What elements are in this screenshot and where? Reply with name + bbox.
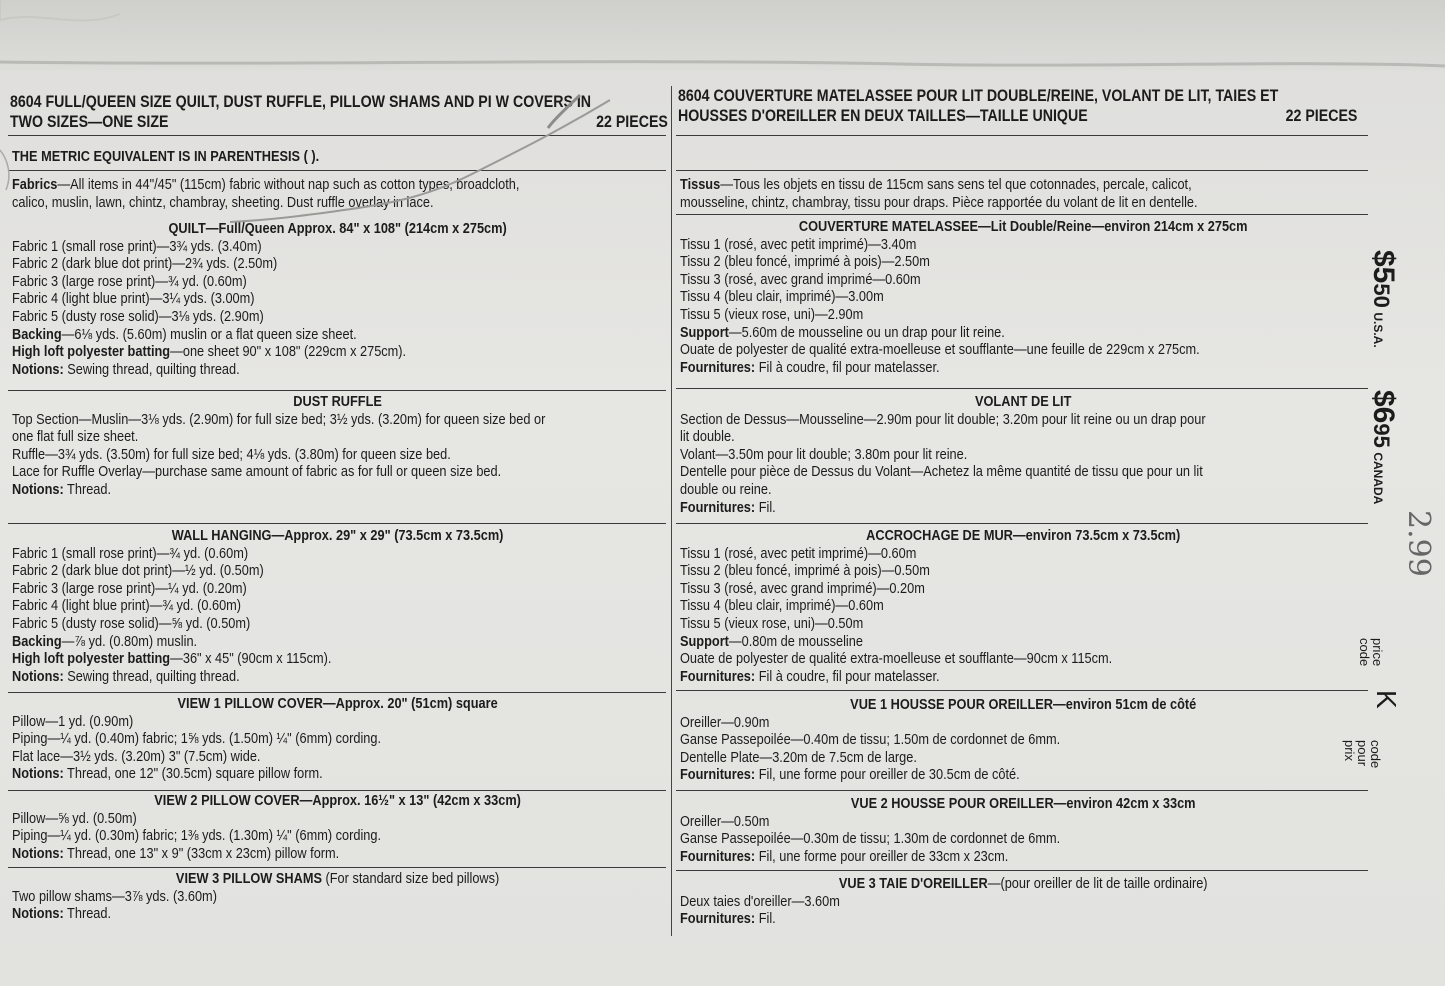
view3-section bbox=[12, 871, 663, 924]
price-code-letter: K bbox=[1371, 690, 1402, 709]
english-header-line1: 8604 FULL/QUEEN SIZE QUILT, DUST RUFFLE, PILLOW SHAMS AND PI W COVERS IN bbox=[10, 93, 592, 111]
accrochage-fournitures-label: Fournitures: bbox=[680, 668, 756, 685]
vue2-line1: Oreiller—0.50m bbox=[680, 813, 770, 830]
volant-line5: double ou reine. bbox=[680, 481, 772, 498]
view2-notions: Thread, one 13" x 9" (33cm x 23cm) pillow form. bbox=[63, 845, 340, 862]
price-panel bbox=[1342, 240, 1440, 800]
accrochage-title: ACCROCHAGE DE MUR—environ 73.5cm x 73.5cm) bbox=[866, 528, 1181, 544]
vue1-fournitures: Fil, une forme pour oreiller de 30.5cm de côté. bbox=[755, 767, 1020, 784]
view1-section bbox=[12, 696, 663, 784]
view3-title: VIEW 3 PILLOW SHAMS bbox=[175, 871, 322, 887]
tissus-line2: mousseline, chintz, chambray, tissu pour draps. Pièce rapportée du volant de lit en dentelle. bbox=[680, 194, 1198, 211]
view2-line2: Piping—¼ yd. (0.30m) fabric; 1⅜ yds. (1.30m) ¼" (6mm) cording. bbox=[12, 828, 382, 845]
view1-line3: Flat lace—3½ yds. (3.20m) 3" (7.5cm) wide. bbox=[12, 748, 261, 765]
price-code-fr-line3: prix bbox=[1342, 740, 1357, 761]
price-code-fr-line1: code bbox=[1368, 740, 1383, 769]
vue1-section bbox=[680, 697, 1366, 785]
wall-batting: —36" x 45" (90cm x 115cm). bbox=[170, 651, 332, 668]
french-pieces: 22 PIECES bbox=[1285, 107, 1358, 125]
accrochage-tissu-5: Tissu 5 (vieux rose, uni)—0.50m bbox=[680, 615, 864, 632]
view1-notions: Thread, one 12" (30.5cm) square pillow form. bbox=[63, 766, 323, 783]
vue1-line2: Ganse Passepoilée—0.40m de tissu; 1.50m de cordonnet de 6mm. bbox=[680, 732, 1061, 749]
quilt-fabric-5: Fabric 5 (dusty rose solid)—3⅛ yds. (2.90m) bbox=[12, 308, 264, 325]
rule bbox=[8, 692, 666, 693]
wall-fabric-2: Fabric 2 (dark blue dot print)—½ yd. (0.50m) bbox=[12, 563, 264, 580]
wall-batting-label: High loft polyester batting bbox=[12, 651, 171, 668]
couverture-tissu-2: Tissu 2 (bleu foncé, imprimé à pois)—2.50m bbox=[680, 254, 930, 271]
view1-line1: Pillow—1 yd. (0.90m) bbox=[12, 713, 134, 730]
handwritten-price: 2.99 bbox=[1401, 510, 1436, 577]
rule bbox=[676, 870, 1368, 871]
vue1-line1: Oreiller—0.90m bbox=[680, 714, 770, 731]
dust-ruffle-line4: Lace for Ruffle Overlay—purchase same amount of fabric as for full or queen size bed. bbox=[12, 464, 502, 481]
price-code-en bbox=[1358, 638, 1384, 666]
view3-title-rest: (For standard size bed pillows) bbox=[321, 871, 500, 887]
price-code-en-line1: price bbox=[1370, 638, 1385, 667]
tissus-line1: —Tous les objets en tissu de 115cm sans sens tel que cotonnades, percale, calicot, bbox=[720, 177, 1192, 193]
wall-notions: Sewing thread, quilting thread. bbox=[63, 668, 240, 685]
couverture-tissu-3: Tissu 3 (rosé, avec grand imprimé—0.60m bbox=[680, 271, 921, 288]
rule bbox=[8, 523, 666, 524]
rule bbox=[8, 390, 666, 391]
view1-title: VIEW 1 PILLOW COVER—Approx. 20" (51cm) square bbox=[177, 696, 498, 712]
french-header-line2: HOUSSES D'OREILLER EN DEUX TAILLES—TAILLE UNIQUE bbox=[678, 107, 1088, 125]
usa-price-cents: 50 bbox=[1369, 283, 1394, 308]
vue2-section bbox=[680, 796, 1366, 866]
fabrics-line2: calico, muslin, lawn, chintz, chambray, sheeting. Dust ruffle overlay in lace. bbox=[12, 194, 434, 211]
rule bbox=[676, 523, 1368, 524]
dust-ruffle-line1: Top Section—Muslin—3⅛ yds. (2.90m) for full size bed; 3½ yds. (3.20m) for queen size bed or bbox=[12, 411, 546, 428]
rule bbox=[676, 170, 1368, 171]
wall-hanging-title: WALL HANGING—Approx. 29" x 29" (73.5cm x 73.5cm) bbox=[171, 528, 504, 544]
quilt-notions: Sewing thread, quilting thread. bbox=[63, 361, 240, 378]
vue2-fournitures: Fil, une forme pour oreiller de 33cm x 23cm. bbox=[755, 848, 1009, 865]
vue3-fournitures-label: Fournitures: bbox=[680, 911, 756, 928]
dust-ruffle-line3: Ruffle—3¾ yds. (3.50m) for full size bed; 4⅛ yds. (3.80m) for queen size bed. bbox=[12, 446, 451, 463]
couverture-ouate: Ouate de polyester de qualité extra-moelleuse et soufflante—une feuille de 229cm x 275cm. bbox=[680, 342, 1200, 359]
canada-price-dollars: $6 bbox=[1367, 390, 1400, 424]
vue2-fournitures-label: Fournitures: bbox=[680, 848, 756, 865]
rule bbox=[676, 690, 1368, 691]
couverture-tissu-1: Tissu 1 (rosé, avec petit imprimé)—3.40m bbox=[680, 236, 917, 253]
quilt-fabric-2: Fabric 2 (dark blue dot print)—2¾ yds. (2.50m) bbox=[12, 256, 278, 273]
view1-line2: Piping—¼ yd. (0.40m) fabric; 1⅝ yds. (1.50m) ¼" (6mm) cording. bbox=[12, 731, 382, 748]
french-header bbox=[678, 86, 1357, 126]
accrochage-tissu-2: Tissu 2 (bleu foncé, imprimé à pois)—0.50m bbox=[680, 563, 930, 580]
accrochage-tissu-4: Tissu 4 (bleu clair, imprimé)—0.60m bbox=[680, 598, 884, 615]
vue1-line3: Dentelle Plate—3.20m de 7.5cm de large. bbox=[680, 749, 917, 766]
fabrics-line1: —All items in 44"/45" (115cm) fabric without nap such as cotton types, broadcloth, bbox=[57, 177, 520, 193]
dust-ruffle-section bbox=[12, 394, 663, 500]
view2-title: VIEW 2 PILLOW COVER—Approx. 16½" x 13" (42cm x 33cm) bbox=[154, 793, 521, 809]
rule bbox=[676, 790, 1368, 791]
accrochage-tissu-1: Tissu 1 (rosé, avec petit imprimé)—0.60m bbox=[680, 545, 917, 562]
volant-line1: Section de Dessus—Mousseline—2.90m pour lit double; 3.20m pour lit reine ou un drap pour bbox=[680, 411, 1206, 428]
usa-price-dollars: $5 bbox=[1367, 250, 1400, 284]
view3-notions: Thread. bbox=[63, 906, 112, 923]
view2-notions-label: Notions: bbox=[12, 845, 64, 862]
quilt-title: QUILT—Full/Queen Approx. 84" x 108" (214cm x 275cm) bbox=[168, 221, 507, 237]
tissus-block bbox=[680, 177, 1198, 212]
canada-price bbox=[1366, 390, 1400, 504]
accrochage-fournitures: Fil à coudre, fil pour matelasser. bbox=[755, 668, 940, 685]
wall-fabric-1: Fabric 1 (small rose print)—¾ yd. (0.60m) bbox=[12, 545, 249, 562]
dust-ruffle-notions-label: Notions: bbox=[12, 481, 64, 498]
volant-line4: Dentelle pour pièce de Dessus du Volant—Achetez la même quantité de tissu que pour un lit bbox=[680, 464, 1203, 481]
canada-price-cents: 95 bbox=[1369, 423, 1394, 448]
english-header-line2: TWO SIZES—ONE SIZE bbox=[10, 113, 169, 131]
vue3-fournitures: Fil. bbox=[755, 911, 776, 928]
couverture-section bbox=[680, 219, 1366, 377]
quilt-fabric-1: Fabric 1 (small rose print)—3¾ yds. (3.40m) bbox=[12, 238, 262, 255]
accrochage-support-label: Support bbox=[680, 633, 729, 650]
vue1-fournitures-label: Fournitures: bbox=[680, 767, 756, 784]
english-pieces: 22 PIECES bbox=[596, 113, 668, 131]
view1-notions-label: Notions: bbox=[12, 766, 64, 783]
vue3-line1: Deux taies d'oreiller—3.60m bbox=[680, 893, 840, 910]
quilt-backing-label: Backing bbox=[12, 326, 62, 343]
view2-line1: Pillow—⅝ yd. (0.50m) bbox=[12, 810, 137, 827]
volant-fournitures-label: Fournitures: bbox=[680, 499, 756, 516]
vue3-section bbox=[680, 876, 1366, 929]
couverture-support: —5.60m de mousseline ou un drap pour lit reine. bbox=[728, 324, 1005, 341]
vue2-line2: Ganse Passepoilée—0.30m de tissu; 1.30m de cordonnet de 6mm. bbox=[680, 831, 1061, 848]
wall-notions-label: Notions: bbox=[12, 668, 64, 685]
quilt-notions-label: Notions: bbox=[12, 361, 64, 378]
accrochage-support: —0.80m de mousseline bbox=[728, 633, 863, 650]
view3-notions-label: Notions: bbox=[12, 906, 64, 923]
torn-paper-crease bbox=[0, 0, 700, 320]
volant-line3: Volant—3.50m pour lit double; 3.80m pour lit reine. bbox=[680, 446, 968, 463]
dust-ruffle-line2: one flat full size sheet. bbox=[12, 429, 139, 446]
couverture-title: COUVERTURE MATELASSEE—Lit Double/Reine—environ 214cm x 275cm bbox=[798, 219, 1248, 235]
wall-hanging-section bbox=[12, 528, 663, 686]
volant-section bbox=[680, 394, 1366, 517]
dust-ruffle-title: DUST RUFFLE bbox=[293, 394, 382, 410]
view2-section bbox=[12, 793, 663, 863]
accrochage-ouate: Ouate de polyester de qualité extra-moelleuse et soufflante—90cm x 115cm. bbox=[680, 651, 1113, 668]
view3-line1: Two pillow shams—3⅞ yds. (3.60m) bbox=[12, 888, 217, 905]
quilt-backing: —6⅛ yds. (5.60m) muslin or a flat queen size sheet. bbox=[61, 326, 357, 343]
usa-price bbox=[1366, 250, 1400, 348]
couverture-fournitures: Fil à coudre, fil pour matelasser. bbox=[755, 359, 940, 376]
wall-fabric-5: Fabric 5 (dusty rose solid)—⅝ yd. (0.50m) bbox=[12, 615, 251, 632]
wall-fabric-4: Fabric 4 (light blue print)—¾ yd. (0.60m) bbox=[12, 598, 242, 615]
rule bbox=[8, 867, 666, 868]
price-code-fr bbox=[1343, 740, 1382, 768]
french-header-line1: 8604 COUVERTURE MATELASSEE POUR LIT DOUBLE/REINE, VOLANT DE LIT, TAIES ET bbox=[678, 87, 1279, 105]
canada-label: CANADA bbox=[1371, 452, 1385, 505]
price-code-fr-line2: pour bbox=[1355, 740, 1370, 767]
vue1-title: VUE 1 HOUSSE POUR OREILLER—environ 51cm de côté bbox=[850, 697, 1197, 713]
tissus-label: Tissus bbox=[680, 177, 721, 193]
quilt-batting-label: High loft polyester batting bbox=[12, 344, 171, 361]
fabrics-label: Fabrics bbox=[12, 177, 58, 193]
vue2-title: VUE 2 HOUSSE POUR OREILLER—environ 42cm x 33cm bbox=[850, 796, 1196, 812]
dust-ruffle-notions: Thread. bbox=[63, 481, 112, 498]
volant-fournitures: Fil. bbox=[755, 499, 776, 516]
volant-line2: lit double. bbox=[680, 429, 735, 446]
accrochage-section bbox=[680, 528, 1366, 686]
quilt-fabric-4: Fabric 4 (light blue print)—3¼ yds. (3.00m) bbox=[12, 291, 255, 308]
rule bbox=[8, 790, 666, 791]
metric-note: THE METRIC EQUIVALENT IS IN PARENTHESIS ( ). bbox=[12, 149, 320, 165]
couverture-support-label: Support bbox=[680, 324, 729, 341]
quilt-batting: —one sheet 90" x 108" (229cm x 275cm). bbox=[170, 344, 407, 361]
couverture-tissu-4: Tissu 4 (bleu clair, imprimé)—3.00m bbox=[680, 289, 884, 306]
rule bbox=[676, 214, 1368, 215]
couverture-tissu-5: Tissu 5 (vieux rose, uni)—2.90m bbox=[680, 306, 864, 323]
vue3-title: VUE 3 TAIE D'OREILLER bbox=[838, 876, 988, 892]
couverture-fournitures-label: Fournitures: bbox=[680, 359, 756, 376]
wall-fabric-3: Fabric 3 (large rose print)—¼ yd. (0.20m) bbox=[12, 580, 247, 597]
quilt-fabric-3: Fabric 3 (large rose print)—¾ yd. (0.60m) bbox=[12, 273, 247, 290]
volant-title: VOLANT DE LIT bbox=[974, 394, 1072, 410]
accrochage-tissu-3: Tissu 3 (rosé, avec grand imprimé)—0.20m bbox=[680, 580, 925, 597]
price-code-en-line2: code bbox=[1357, 638, 1372, 667]
vue3-title-rest: —(pour oreiller de lit de taille ordinaire) bbox=[987, 876, 1208, 892]
usa-label: U.S.A. bbox=[1371, 312, 1385, 348]
wall-backing-label: Backing bbox=[12, 633, 62, 650]
wall-backing: —⅞ yd. (0.80m) muslin. bbox=[61, 633, 198, 650]
rule bbox=[676, 388, 1368, 389]
rule bbox=[676, 135, 1368, 136]
